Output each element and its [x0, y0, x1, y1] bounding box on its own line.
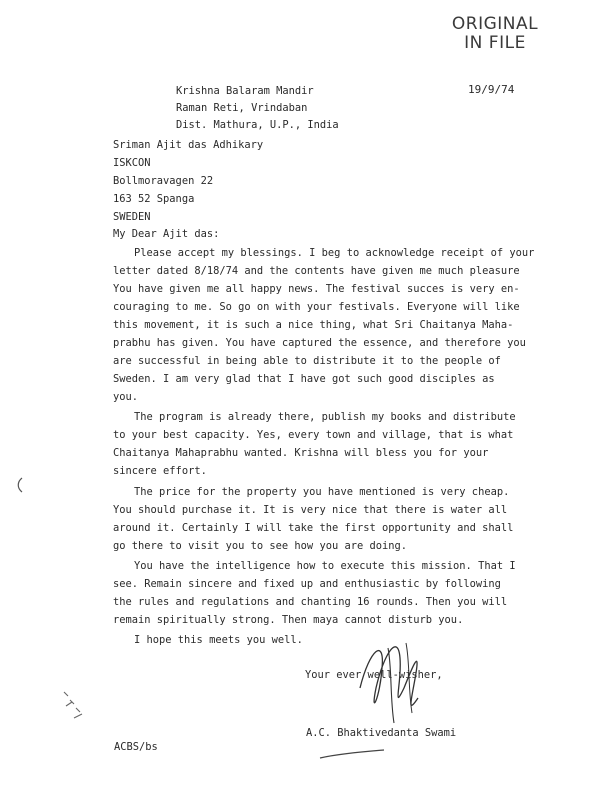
body-line: letter dated 8/18/74 and the contents have given me much pleasure — [113, 265, 520, 277]
body-line: Sweden. I am very glad that I have got such good disciples as — [113, 373, 495, 385]
body-line: go there to visit you to see how you are doing. — [113, 540, 408, 552]
body-line: You have the intelligence how to execute this mission. That I — [134, 560, 516, 572]
recipient-line: ISKCON — [113, 157, 151, 169]
body-line: I hope this meets you well. — [134, 634, 303, 646]
body-line: remain spiritually strong. Then maya cannot disturb you. — [113, 614, 464, 626]
body-line: are successful in being able to distribute it to the people of — [113, 355, 501, 367]
stamp-line-2: IN FILE — [464, 33, 526, 53]
body-line: see. Remain sincere and fixed up and enthusiastic by following — [113, 578, 501, 590]
body-line: sincere effort. — [113, 465, 207, 477]
closing: Your ever well-wisher, — [305, 669, 443, 681]
body-line: you. — [113, 391, 139, 403]
body-line: prabhu has given. You have captured the essence, and therefore you — [113, 337, 526, 349]
sender-address-line: Raman Reti, Vrindaban — [176, 102, 308, 114]
body-line: couraging to me. So go on with your festivals. Everyone will like — [113, 301, 520, 313]
body-line: the rules and regulations and chanting 16 rounds. Then you will — [113, 596, 508, 608]
sender-address-line: Krishna Balaram Mandir — [176, 85, 314, 97]
recipient-line: Bollmoravagen 22 — [113, 175, 214, 187]
recipient-line: Sriman Ajit das Adhikary — [113, 139, 264, 151]
stamp-line-1: ORIGINAL — [451, 14, 539, 34]
body-line: this movement, it is such a nice thing, what Sri Chaitanya Maha- — [113, 319, 514, 331]
body-line: You should purchase it. It is very nice that there is water all — [113, 504, 508, 516]
body-line: to your best capacity. Yes, every town and village, that is what — [113, 429, 514, 441]
body-line: The price for the property you have mentioned is very cheap. — [134, 486, 510, 498]
recipient-line: 163 52 Spanga — [113, 193, 195, 205]
reference-initials: ACBS/bs — [114, 741, 158, 753]
recipient-line: SWEDEN — [113, 211, 151, 223]
original-in-file-stamp — [440, 15, 550, 53]
body-line: The program is already there, publish my books and distribute — [134, 411, 516, 423]
signatory-name: A.C. Bhaktivedanta Swami — [306, 727, 457, 739]
body-line: Chaitanya Mahaprabhu wanted. Krishna will bless you for your — [113, 447, 489, 459]
margin-scribble — [60, 688, 90, 726]
sender-address-line: Dist. Mathura, U.P., India — [176, 119, 339, 131]
handwritten-signature — [340, 628, 450, 728]
signature-underline — [318, 746, 388, 766]
body-line: Please accept my blessings. I beg to acknowledge receipt of your — [134, 247, 535, 259]
margin-mark — [14, 476, 26, 494]
letter-date: 19/9/74 — [468, 83, 515, 96]
salutation: My Dear Ajit das: — [113, 228, 220, 240]
body-line: around it. Certainly I will take the first opportunity and shall — [113, 522, 514, 534]
body-line: You have given me all happy news. The festival succes is very en- — [113, 283, 520, 295]
